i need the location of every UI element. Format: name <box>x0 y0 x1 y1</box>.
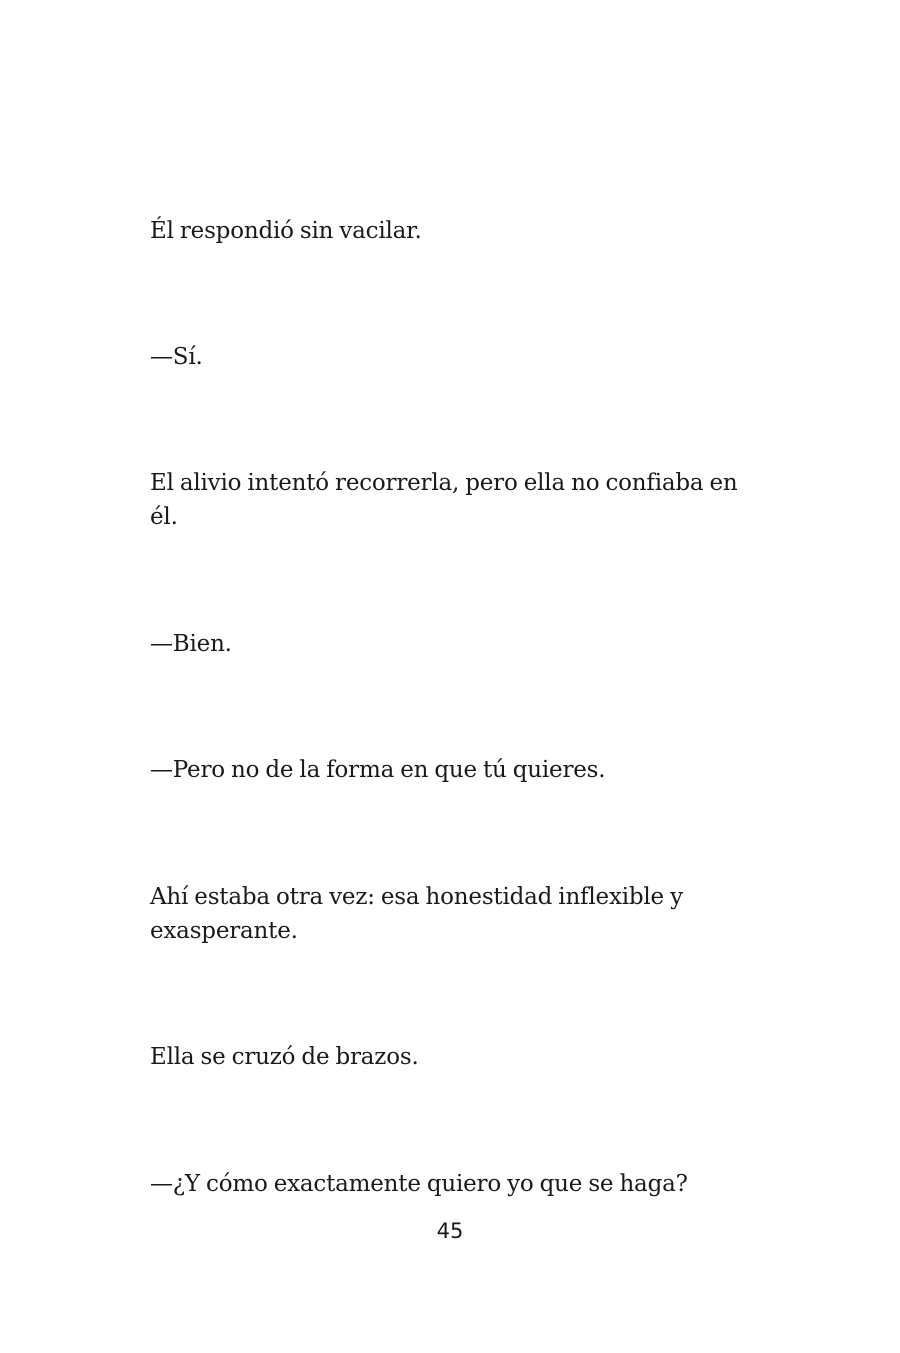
paragraph-8: —¿Y cómo exactamente quiero yo que se haga? <box>150 1171 688 1197</box>
paragraph-3: El alivio intentó recorrerla, pero ella no confiaba en él. <box>150 470 738 530</box>
paragraph-2: —Sí. <box>150 344 203 370</box>
page-number: 45 <box>436 1219 464 1243</box>
paragraph-7: Ella se cruzó de brazos. <box>150 1044 419 1070</box>
paragraph-1: Él respondió sin vacilar. <box>150 218 422 244</box>
paragraph-6: Ahí estaba otra vez: esa honestidad inflexible y exasperante. <box>150 884 683 944</box>
paragraph-4: —Bien. <box>150 631 232 657</box>
paragraph-5: —Pero no de la forma en que tú quieres. <box>150 757 606 783</box>
